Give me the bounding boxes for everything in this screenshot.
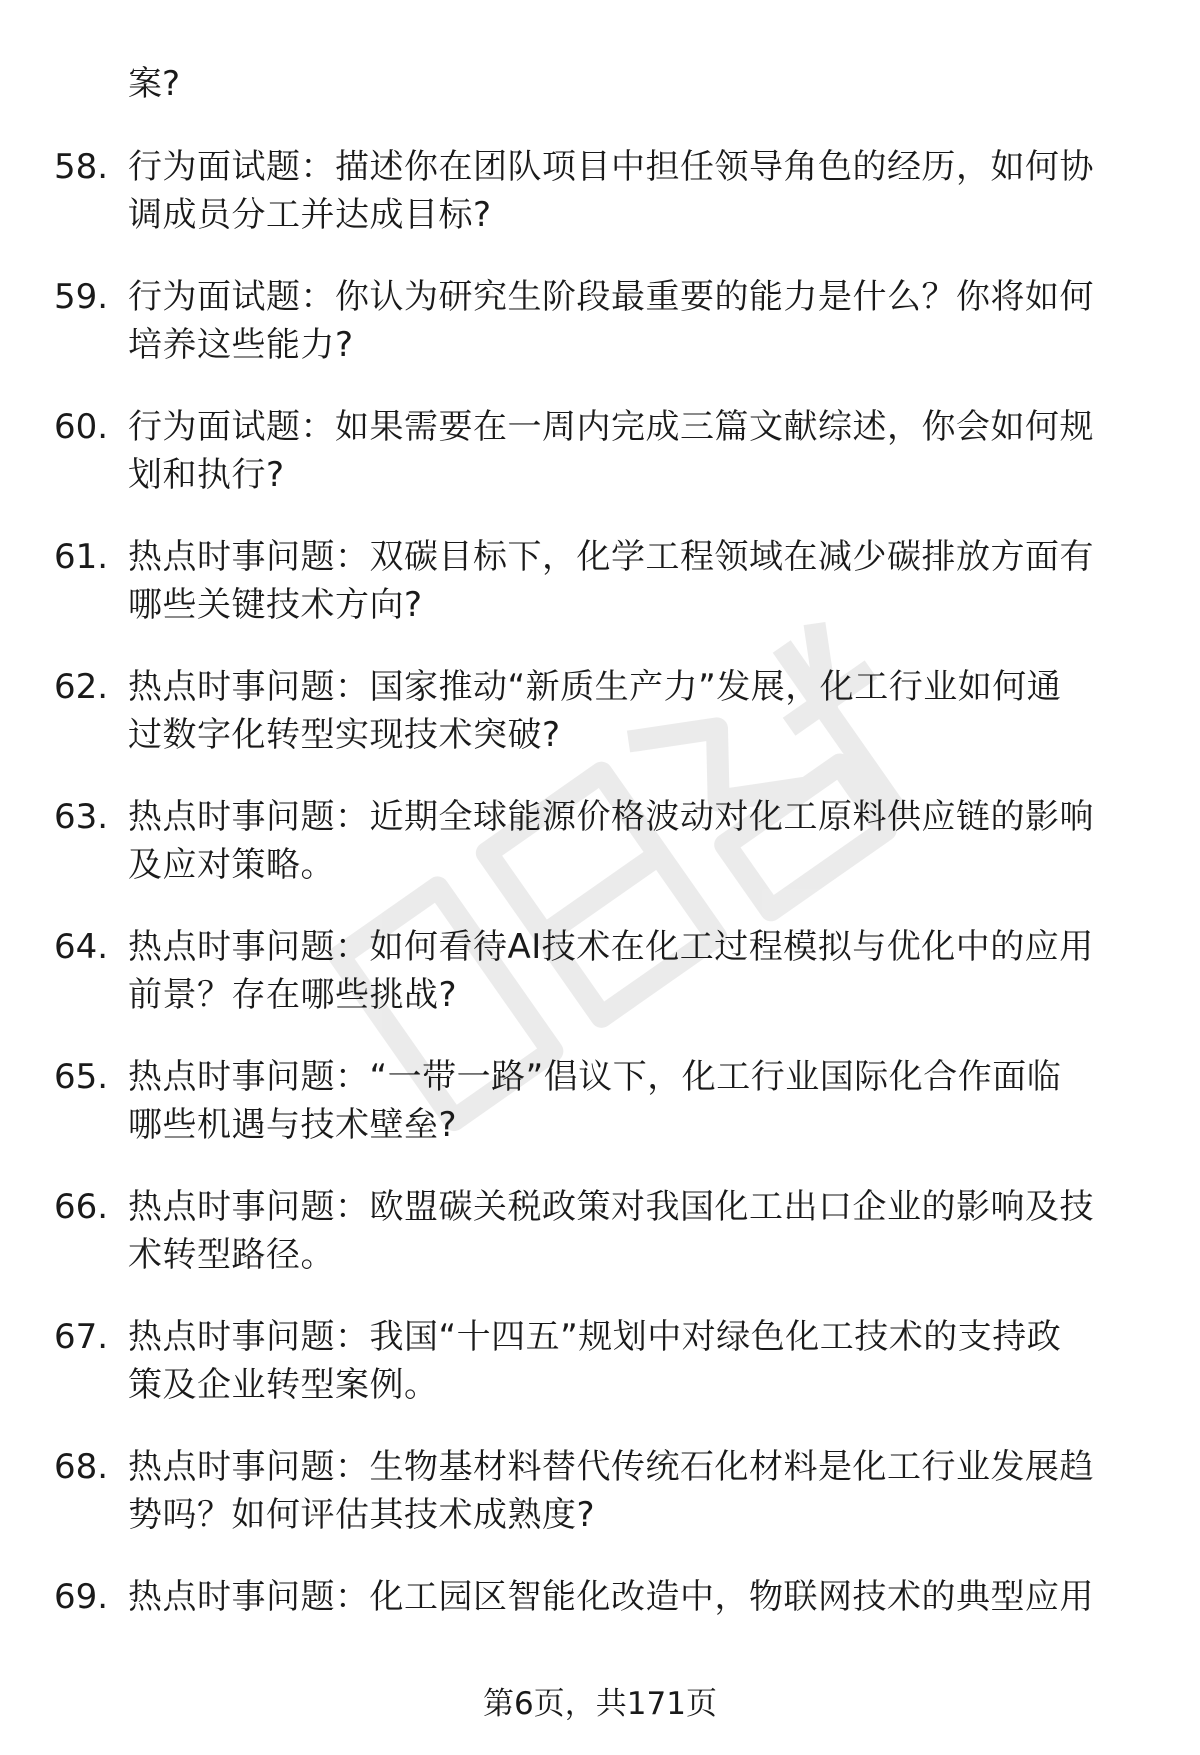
question-text bbox=[128, 1443, 1138, 1539]
question-number: 60. bbox=[54, 407, 109, 447]
question-item bbox=[0, 143, 1200, 273]
question-item bbox=[0, 1053, 1200, 1183]
question-text-line: 划和执行? bbox=[128, 455, 285, 495]
question-text bbox=[128, 1183, 1138, 1279]
question-text-line: 行为面试题：你认为研究生阶段最重要的能力是什么？你将如何 bbox=[128, 277, 1094, 317]
page-footer: 第6页，共171页 bbox=[483, 1686, 717, 1722]
question-text bbox=[128, 923, 1138, 1019]
question-text-line: 术转型路径。 bbox=[128, 1235, 335, 1275]
question-number: 61. bbox=[54, 537, 109, 577]
question-number: 69. bbox=[54, 1577, 109, 1617]
question-text-line: 哪些机遇与技术壁垒? bbox=[128, 1105, 458, 1145]
question-text-line: 行为面试题：描述你在团队项目中担任领导角色的经历，如何协 bbox=[128, 147, 1094, 187]
question-text bbox=[128, 1573, 1138, 1621]
question-number: 66. bbox=[54, 1187, 109, 1227]
question-text-line: 及应对策略。 bbox=[128, 845, 335, 885]
question-number: 65. bbox=[54, 1057, 109, 1097]
question-number: 58. bbox=[54, 147, 109, 187]
question-text-line: 热点时事问题：如何看待AI技术在化工过程模拟与优化中的应用 bbox=[128, 927, 1094, 967]
question-text-line: 策及企业转型案例。 bbox=[128, 1365, 439, 1405]
question-item bbox=[0, 273, 1200, 403]
question-text-line: 行为面试题：如果需要在一周内完成三篇文献综述，你会如何规 bbox=[128, 407, 1094, 447]
question-text-line: 过数字化转型实现技术突破? bbox=[128, 715, 561, 755]
question-text-line: 哪些关键技术方向? bbox=[128, 585, 423, 625]
question-number: 67. bbox=[54, 1317, 109, 1357]
question-text-line: 前景？存在哪些挑战? bbox=[128, 975, 458, 1015]
question-text bbox=[128, 1053, 1138, 1149]
question-text-line: 热点时事问题：化工园区智能化改造中，物联网技术的典型应用 bbox=[128, 1577, 1094, 1617]
question-number: 64. bbox=[54, 927, 109, 967]
question-text-line: 热点时事问题：欧盟碳关税政策对我国化工出口企业的影响及技 bbox=[128, 1187, 1094, 1227]
question-text bbox=[128, 533, 1138, 629]
question-text-line: 热点时事问题：近期全球能源价格波动对化工原料供应链的影响 bbox=[128, 797, 1094, 837]
question-item bbox=[0, 1313, 1200, 1443]
question-text bbox=[128, 273, 1138, 369]
question-text-line: 热点时事问题：我国“十四五”规划中对绿色化工技术的支持政 bbox=[128, 1317, 1062, 1357]
question-text bbox=[128, 663, 1138, 759]
question-text bbox=[128, 1313, 1138, 1409]
question-text-line: 热点时事问题：“一带一路”倡议下，化工行业国际化合作面临 bbox=[128, 1057, 1062, 1097]
question-item bbox=[0, 793, 1200, 923]
question-number: 68. bbox=[54, 1447, 109, 1487]
question-list bbox=[0, 143, 1200, 1703]
question-item bbox=[0, 1183, 1200, 1313]
question-text-line: 调成员分工并达成目标? bbox=[128, 195, 492, 235]
question-text-line: 势吗？如何评估其技术成熟度? bbox=[128, 1495, 596, 1535]
question-number: 62. bbox=[54, 667, 109, 707]
question-text-line: 热点时事问题：国家推动“新质生产力”发展，化工行业如何通 bbox=[128, 667, 1062, 707]
question-item bbox=[0, 923, 1200, 1053]
question-text bbox=[128, 793, 1138, 889]
question-text bbox=[128, 403, 1138, 499]
continued-text: 案? bbox=[128, 64, 181, 104]
question-text-line: 热点时事问题：生物基材料替代传统石化材料是化工行业发展趋 bbox=[128, 1447, 1094, 1487]
question-number: 59. bbox=[54, 277, 109, 317]
question-text-line: 培养这些能力? bbox=[128, 325, 354, 365]
question-text bbox=[128, 143, 1138, 239]
question-item bbox=[0, 663, 1200, 793]
question-number: 63. bbox=[54, 797, 109, 837]
question-text-line: 热点时事问题：双碳目标下，化学工程领域在减少碳排放方面有 bbox=[128, 537, 1094, 577]
question-item bbox=[0, 403, 1200, 533]
question-item bbox=[0, 1443, 1200, 1573]
question-item bbox=[0, 533, 1200, 663]
